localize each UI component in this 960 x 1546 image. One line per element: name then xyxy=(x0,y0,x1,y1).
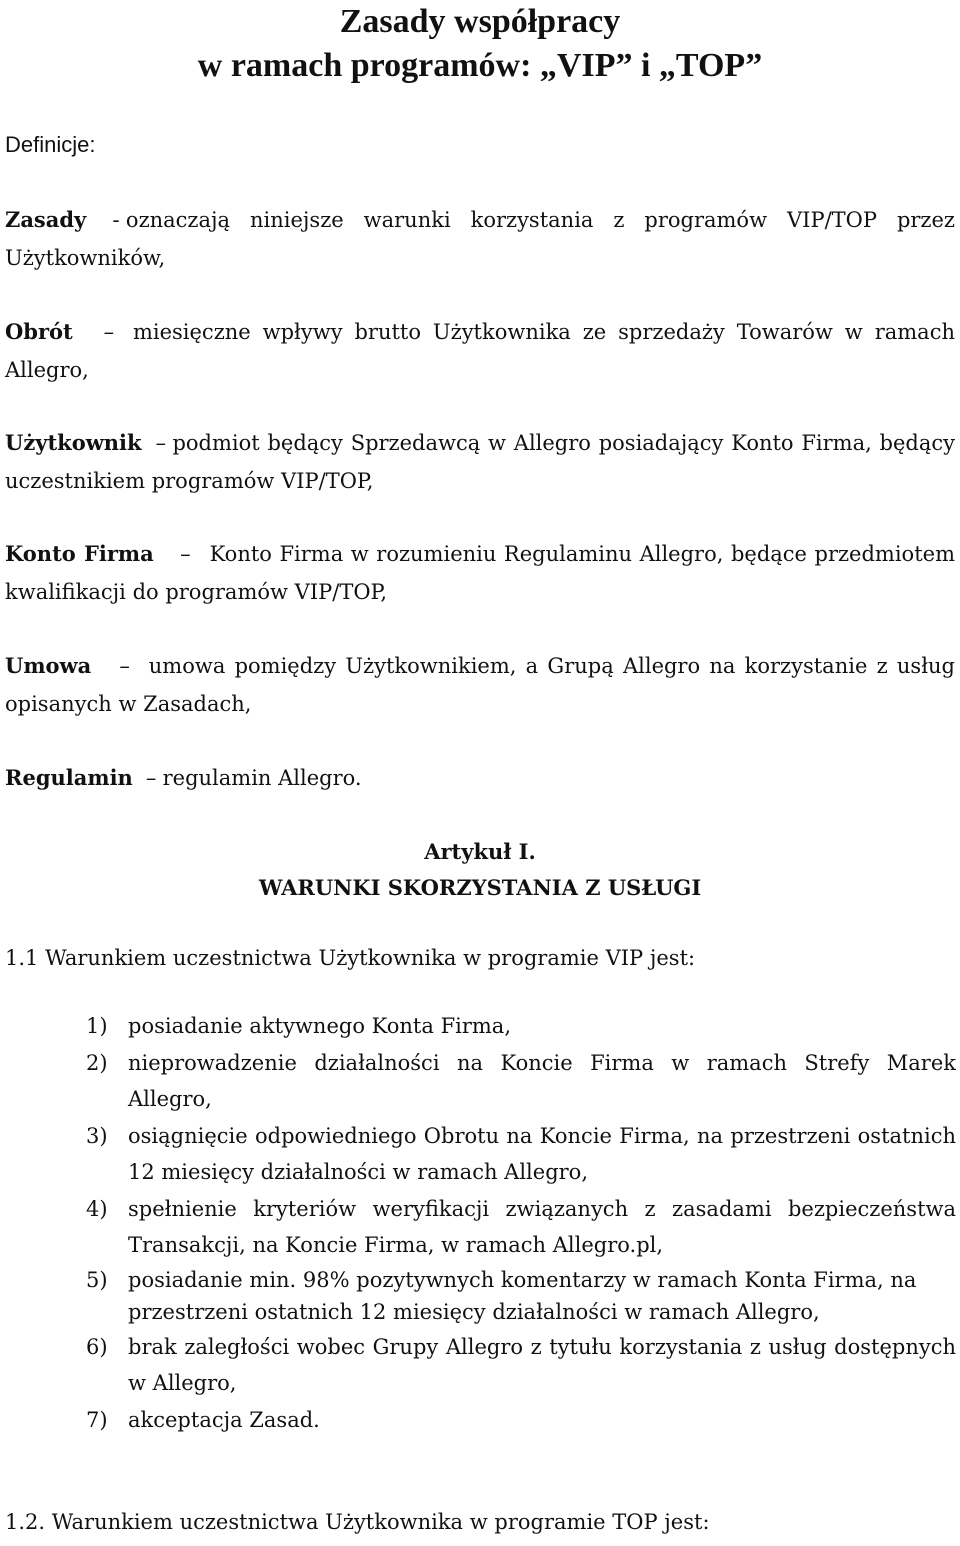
definition-term: Konto Firma xyxy=(5,541,154,566)
list-item-text: akceptacja Zasad. xyxy=(128,1408,320,1432)
definition-regulamin xyxy=(5,759,955,797)
list-item-number: 3) xyxy=(86,1124,108,1148)
list-item xyxy=(86,1008,956,1044)
list-item-number: 7) xyxy=(86,1408,108,1432)
list-item-number: 5) xyxy=(86,1268,108,1292)
list-item-text: spełnienie kryteriów weryfikacji związanych z zasadami bezpieczeństwa Transakcji, na Koncie Firma, w ramach Allegro.pl, xyxy=(128,1197,956,1257)
section-1-2-intro: 1.2. Warunkiem uczestnictwa Użytkownika w programie TOP jest: xyxy=(5,1510,710,1534)
definition-uzytkownik xyxy=(5,424,955,500)
definition-separator: - xyxy=(112,208,120,232)
definition-term: Regulamin xyxy=(5,765,133,790)
list-item-text: posiadanie aktywnego Konta Firma, xyxy=(128,1014,512,1038)
definition-text: miesięczne wpływy brutto Użytkownika ze sprzedaży Towarów w ramach Allegro, xyxy=(5,320,955,382)
title-line-1: Zasady współpracy xyxy=(339,3,621,40)
vip-conditions-list xyxy=(86,1008,956,1439)
definition-term: Użytkownik xyxy=(5,430,142,455)
list-item-number: 1) xyxy=(86,1014,108,1038)
definition-separator: – xyxy=(145,766,157,790)
definition-zasady xyxy=(5,201,955,277)
list-item-text: posiadanie min. 98% pozytywnych komentarzy w ramach Konta Firma, na przestrzeni ostatnich 12 miesięcy działalności w ramach Allegro, xyxy=(128,1268,917,1324)
list-item xyxy=(86,1329,956,1401)
definition-separator: – xyxy=(155,431,167,455)
list-item-number: 6) xyxy=(86,1335,108,1359)
list-item xyxy=(86,1191,956,1263)
definition-text: umowa pomiędzy Użytkownikiem, a Grupą Allegro na korzystanie z usług opisanych w Zasadach, xyxy=(5,654,955,716)
definitions-heading: Definicje: xyxy=(5,132,96,157)
title-line-2: w ramach programów: „VIP” i „TOP” xyxy=(197,47,763,84)
list-item-number: 2) xyxy=(86,1051,108,1075)
list-item-number: 4) xyxy=(86,1197,108,1221)
list-item-text: nieprowadzenie działalności na Koncie Firma w ramach Strefy Marek Allegro, xyxy=(128,1051,956,1111)
definition-konto-firma xyxy=(5,535,955,611)
definition-text: Konto Firma w rozumieniu Regulaminu Allegro, będące przedmiotem kwalifikacji do programów VIP/TOP, xyxy=(5,542,955,604)
article-title: WARUNKI SKORZYSTANIA Z USŁUGI xyxy=(258,875,702,900)
definition-separator: – xyxy=(119,654,130,678)
list-item xyxy=(86,1264,956,1328)
definition-term: Obrót xyxy=(5,319,73,344)
definition-separator: – xyxy=(180,542,191,566)
list-item-text: osiągnięcie odpowiedniego Obrotu na Koncie Firma, na przestrzeni ostatnich 12 miesięcy działalności w ramach Allegro, xyxy=(128,1124,956,1184)
list-item xyxy=(86,1402,956,1438)
definition-separator: – xyxy=(103,320,115,344)
definition-text: regulamin Allegro. xyxy=(162,766,362,790)
list-item xyxy=(86,1045,956,1117)
definition-term: Zasady xyxy=(5,207,87,232)
section-1-1-intro: 1.1 Warunkiem uczestnictwa Użytkownika w programie VIP jest: xyxy=(5,946,696,970)
definition-text: podmiot będący Sprzedawcą w Allegro posiadający Konto Firma, będący uczestnikiem programów VIP/TOP, xyxy=(5,431,955,493)
article-number: Artykuł I. xyxy=(424,839,536,864)
definition-term: Umowa xyxy=(5,653,92,678)
definition-obrot xyxy=(5,313,955,389)
definition-text: oznaczają niniejsze warunki korzystania z programów VIP/TOP przez Użytkowników, xyxy=(5,208,955,270)
list-item-text: brak zaległości wobec Grupy Allegro z tytułu korzystania z usług dostępnych w Allegro, xyxy=(128,1335,956,1395)
definition-umowa xyxy=(5,647,955,723)
list-item xyxy=(86,1118,956,1190)
